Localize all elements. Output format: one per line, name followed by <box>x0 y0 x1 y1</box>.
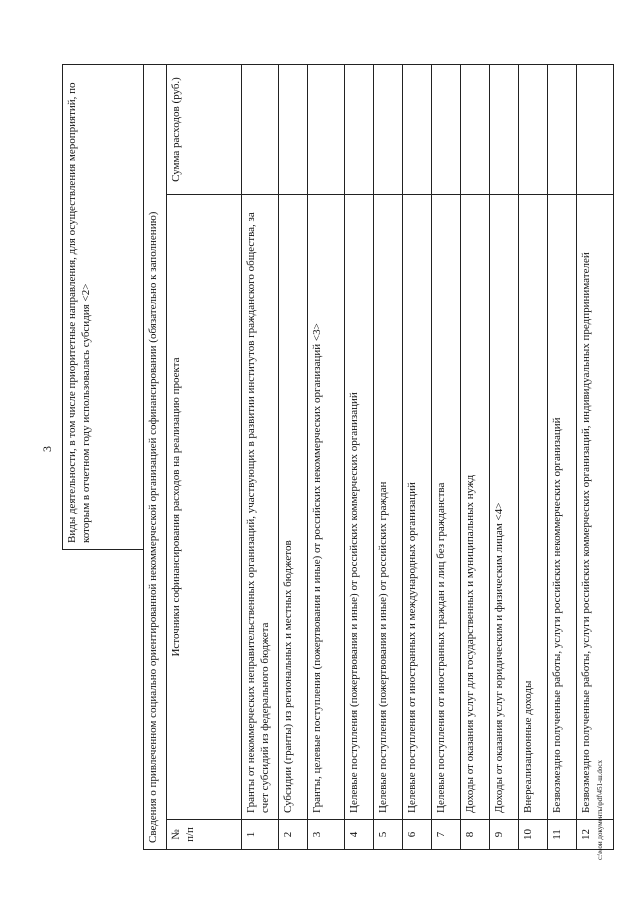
row-source: Целевые поступления (пожертвования и иные) от российских коммерческих организаций <box>345 195 374 820</box>
table-row <box>432 65 461 850</box>
table-row <box>490 65 519 850</box>
header-num: № п/п <box>167 820 242 850</box>
table-row <box>403 65 432 850</box>
row-source: Безвозмездно полученные работы, услуги российских коммерческих организаций, индивидуальных предпринимателей <box>577 195 614 820</box>
row-source: Безвозмездно полученные работы, услуги российских некоммерческих организаций <box>548 195 577 820</box>
row-source: Целевые поступления от иностранных граждан и лиц без гражданства <box>432 195 461 820</box>
table-row <box>308 65 345 850</box>
row-amount <box>490 65 519 195</box>
table-row <box>374 65 403 850</box>
section-title: Сведения о привлеченном социально ориентированной некоммерческой организацией софинансировании (обязательно к заполнению) <box>144 65 167 850</box>
activities-cell: Виды деятельности, в том числе приоритетные направления, для осуществления мероприятий, по которым в отчетном году использовалась субсидия <2> <box>63 65 144 550</box>
footer-file-path: c:\мои документы\pdf\451-ш.docx <box>596 759 604 860</box>
row-num: 12 <box>577 820 614 850</box>
row-amount <box>308 65 345 195</box>
row-amount <box>403 65 432 195</box>
row-num: 10 <box>519 820 548 850</box>
section-title-row <box>144 65 167 850</box>
row-amount <box>577 65 614 195</box>
row-amount <box>242 65 279 195</box>
row-source: Гранты, целевые поступления (пожертвования и иные) от российских некоммерческих организаций <3> <box>308 195 345 820</box>
row-source: Субсидии (гранты) из региональных и местных бюджетов <box>279 195 308 820</box>
table-row <box>548 65 577 850</box>
row-source: Доходы от оказания услуг для государственных и муниципальных нужд <box>461 195 490 820</box>
row-source: Внереализационные доходы <box>519 195 548 820</box>
row-source: Гранты от некоммерческих неправительственных организаций, участвующих в развитии институтов гражданского общества, за счет субсидий из федерального бюджета <box>242 195 279 820</box>
row-amount <box>519 65 548 195</box>
row-num: 9 <box>490 820 519 850</box>
table-row <box>519 65 548 850</box>
rotated-document-sheet <box>62 65 592 850</box>
row-amount <box>279 65 308 195</box>
row-amount <box>461 65 490 195</box>
row-num: 1 <box>242 820 279 850</box>
row-num: 4 <box>345 820 374 850</box>
row-amount <box>432 65 461 195</box>
row-source: Целевые поступления (пожертвования и иные) от российских граждан <box>374 195 403 820</box>
row-num: 2 <box>279 820 308 850</box>
activities-row <box>63 65 144 850</box>
table-row <box>242 65 279 850</box>
cofinancing-table <box>62 64 614 850</box>
row-amount <box>345 65 374 195</box>
header-source: Источники софинансирования расходов на реализацию проекта <box>167 195 242 820</box>
row-source: Доходы от оказания услуг юридическим и физическим лицам <4> <box>490 195 519 820</box>
table-header-row <box>167 65 242 850</box>
header-amount: Сумма расходов (руб.) <box>167 65 242 195</box>
row-num: 3 <box>308 820 345 850</box>
row-num: 11 <box>548 820 577 850</box>
table-row <box>279 65 308 850</box>
row-amount <box>548 65 577 195</box>
table-row <box>577 65 614 850</box>
row-num: 7 <box>432 820 461 850</box>
page-number: 3 <box>40 446 54 452</box>
row-num: 6 <box>403 820 432 850</box>
row-num: 5 <box>374 820 403 850</box>
table-row <box>461 65 490 850</box>
row-num: 8 <box>461 820 490 850</box>
table-row <box>345 65 374 850</box>
row-amount <box>374 65 403 195</box>
row-source: Целевые поступления от иностранных и международных организаций <box>403 195 432 820</box>
